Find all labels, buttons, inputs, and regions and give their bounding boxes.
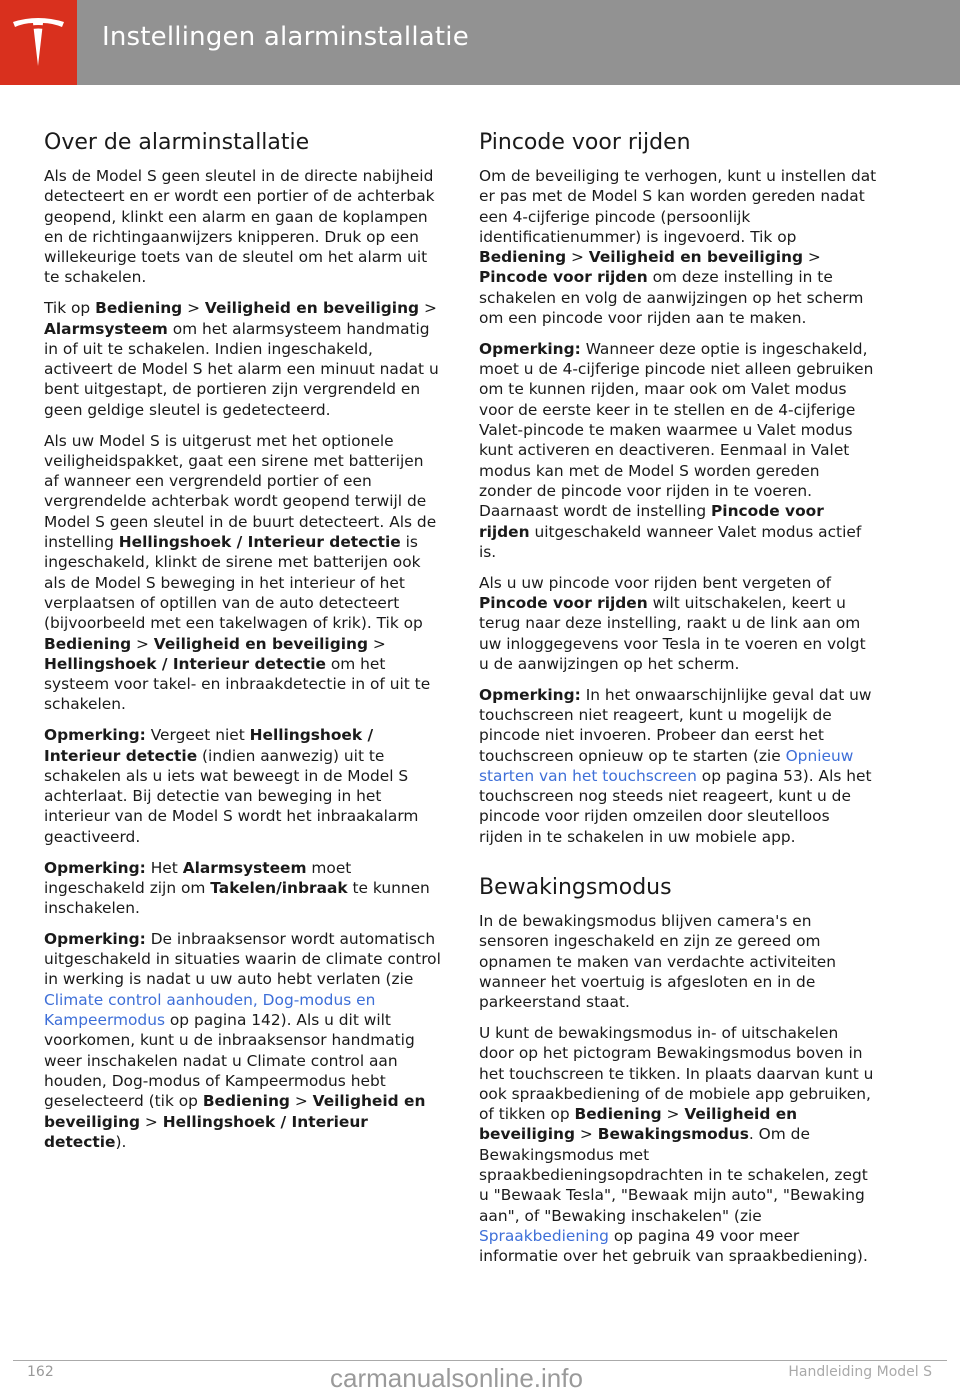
bold-term: Alarmsysteem <box>182 858 307 877</box>
text: Het <box>145 858 183 877</box>
text: moet ingeschakeld zijn om <box>44 858 352 897</box>
text: > <box>367 634 386 653</box>
bold-term: Opmerking: <box>44 726 146 745</box>
text: uitgeschakeld wanneer Valet modus actief is. <box>479 522 862 561</box>
bold-term: Pincode voor rijden <box>479 502 824 541</box>
text: Als u uw pincode voor rijden bent vergeten of <box>479 573 832 592</box>
section-heading: Pincode voor rijden <box>479 130 691 155</box>
text: op pagina 49 voor meer informatie over het gebruik van spraakbediening). <box>479 1226 868 1266</box>
bold-term: Hellingshoek / Interieur detectie <box>44 654 326 673</box>
text: Vergeet niet <box>145 726 250 745</box>
bold-term: Bediening <box>95 299 183 318</box>
text: > <box>575 1125 598 1144</box>
text: In de bewakingsmodus blijven camera's en sensoren ingeschakeld en zijn ze gereed om opnamen te maken van verdachte activiteiten wanneer het voertuig is afgesloten en in de parkeerstand staat. <box>479 912 837 1012</box>
text: . Om de Bewakingsmodus met spraakbedieningsopdrachten in te schakelen, zegt u "Bewaak Tesla", "Bewaak mijn auto", "Bewaking aan", of "Bewaking inschakelen" (zie <box>479 1125 868 1225</box>
footer-divider <box>13 1360 947 1361</box>
paragraph <box>479 685 877 847</box>
bold-term: Hellingshoek / Interieur detectie <box>44 726 374 765</box>
text: op pagina 53). Als het touchscreen nog steeds niet reageert, kunt u de pincode voor rijden omzeilen door sleutelloos rijden in te schakelen in uw mobiele app. <box>479 766 872 846</box>
text: (indien aanwezig) uit te schakelen als u iets wat beweegt in de Model S achterlaat. Bij detectie van beweging in het interieur van de Model S wordt het inbraakalarm geactiveerd. <box>44 746 419 846</box>
bold-term: Opmerking: <box>479 339 581 358</box>
text: Tik op <box>44 299 96 318</box>
paragraph <box>479 166 877 328</box>
bold-term: Opmerking: <box>479 685 581 704</box>
paragraph <box>479 911 877 1012</box>
text: > <box>182 299 205 318</box>
bold-term: Veiligheid en beveiliging <box>44 1092 426 1131</box>
paragraph <box>44 725 442 847</box>
page-number: 162 <box>27 1364 54 1380</box>
text: om het alarmsysteem handmatig in of uit te schakelen. Indien ingeschakeld, activeert de Model S het alarm een minuut nadat u bent uitgestapt, de portieren zijn vergrendeld en geen geldige sleutel is gedetecteerd. <box>44 319 439 419</box>
section-heading: Bewakingsmodus <box>479 875 672 900</box>
paragraph <box>44 298 442 420</box>
paragraph <box>44 858 442 919</box>
bold-term: Bediening <box>202 1092 290 1111</box>
text: > <box>140 1112 163 1131</box>
text: ). <box>115 1132 127 1151</box>
cross-reference-link[interactable]: Opnieuw starten van het touchscreen <box>479 746 854 785</box>
watermark: carmanualsonline.info <box>330 1363 583 1393</box>
text: om het systeem voor takel- en inbraakdetectie in of uit te schakelen. <box>44 654 431 714</box>
paragraph <box>479 573 877 674</box>
text: Om de beveiliging te verhogen, kunt u instellen dat er pas met de Model S kan worden gereden nadat een 4-cijferige pincode (persoonlijk identificatienummer) is ingevoerd. Tik op <box>479 167 877 246</box>
text: wilt uitschakelen, keert u terug naar deze instelling, raakt u de link aan om uw inloggegevens voor Tesla in te voeren en volgt u de aanwijzingen op het scherm. <box>479 593 866 673</box>
cross-reference-link[interactable]: Climate control aanhouden, Dog-modus en Kampeermodus <box>44 990 376 1030</box>
bold-term: Opmerking: <box>44 929 146 948</box>
bold-term: Pincode voor rijden <box>479 268 648 287</box>
text: Wanneer deze optie is ingeschakeld, moet u de 4-cijferige pincode niet alleen gebruiken om te kunnen rijden, maar ook om Valet modus voor de eerste keer in te stellen en de 4-cijferige Valet-pincode te maken waarmee u Valet modus kunt activeren en deactiveren. Eenmaal in Valet modus kan met de Model S worden gereden zonder de pincode voor rijden in te voeren. Daarnaast wordt de instelling <box>479 339 874 521</box>
page-header <box>0 0 960 85</box>
text: Als de Model S geen sleutel in de directe nabijheid detecteert en er wordt een portier of de achterbak geopend, klinkt een alarm en gaan de koplampen en de richtingaanwijzers knipperen. Druk op een willekeurige toets van de sleutel om het alarm uit te schakelen. <box>44 167 435 287</box>
manual-title: Handleiding Model S <box>788 1364 932 1380</box>
bold-term: Bewakingsmodus <box>597 1125 749 1144</box>
text: > <box>802 248 821 267</box>
cross-reference-link[interactable]: Spraakbediening <box>479 1226 609 1245</box>
tesla-logo-icon <box>12 16 65 66</box>
text: is ingeschakeld, klinkt de sirene met batterijen ook als de Model S beweging in het interieur of het verplaatsen of optillen van de auto detecteert (bijvoorbeeld met een takelwagen of krik). Tik op <box>44 533 423 633</box>
bold-term: Hellingshoek / Interieur detectie <box>118 533 401 552</box>
bold-term: Hellingshoek / Interieur detectie <box>44 1112 368 1151</box>
page-title: Instellingen alarminstallatie <box>102 22 469 52</box>
tesla-logo <box>0 0 77 85</box>
text: > <box>661 1105 685 1124</box>
bold-term: Opmerking: <box>44 858 146 877</box>
bold-term: Takelen/inbraak <box>210 878 348 897</box>
text: op pagina 142). Als u dit wilt voorkomen, kunt u de inbraaksensor handmatig weer inschakelen nadat u Climate control aan houden, Dog-modus of Kampeermodus hebt geselecteerd (tik op <box>44 1011 415 1111</box>
text: > <box>131 634 154 653</box>
text: > <box>289 1092 313 1111</box>
text: U kunt de bewakingsmodus in- of uitschakelen door op het pictogram Bewakingsmodus boven in het touchscreen te tikken. In plaats daarvan kunt u ook spraakbediening of de mobiele app gebruiken, of tikken op <box>479 1023 874 1124</box>
left-column <box>44 128 442 1163</box>
paragraph <box>44 166 442 288</box>
bold-term: Pincode voor rijden <box>479 593 648 612</box>
bold-term: Bediening <box>44 634 132 653</box>
text: om deze instelling in te schakelen en volg de aanwijzingen op het scherm om een pincode voor rijden aan te maken. <box>479 268 864 328</box>
text: > <box>419 299 437 318</box>
text: In het onwaarschijnlijke geval dat uw touchscreen niet reageert, kunt u mogelijk de pincode niet invoeren. Probeer dan eerst het touchscreen opnieuw op te starten (zie <box>479 685 872 765</box>
bold-term: Veiligheid en beveiliging <box>588 248 803 267</box>
text: > <box>566 248 589 267</box>
paragraph <box>479 339 877 562</box>
bold-term: Alarmsysteem <box>44 319 168 338</box>
paragraph <box>44 929 442 1152</box>
bold-term: Veiligheid en beveiliging <box>153 634 368 653</box>
right-column <box>479 128 877 1277</box>
bold-term: Veiligheid en beveiliging <box>479 1105 798 1144</box>
text: te kunnen inschakelen. <box>44 878 430 918</box>
text: Als uw Model S is uitgerust met het optionele veiligheidspakket, gaat een sirene met batterijen af wanneer een vergrendeld portier of een vergrendelde achterbak wordt geopend terwijl de Model S geen sleutel in de buurt detecteert. Als de instelling <box>44 431 437 552</box>
bold-term: Bediening <box>479 248 567 267</box>
bold-term: Veiligheid en beveiliging <box>204 299 420 318</box>
bold-term: Bediening <box>574 1105 662 1124</box>
paragraph <box>479 1023 877 1267</box>
section-heading: Over de alarminstallatie <box>44 130 310 155</box>
text: De inbraaksensor wordt automatisch uitgeschakeld in situaties waarin de climate control in werking is nadat u uw auto hebt verlaten (zie <box>44 929 441 989</box>
paragraph <box>44 431 442 715</box>
